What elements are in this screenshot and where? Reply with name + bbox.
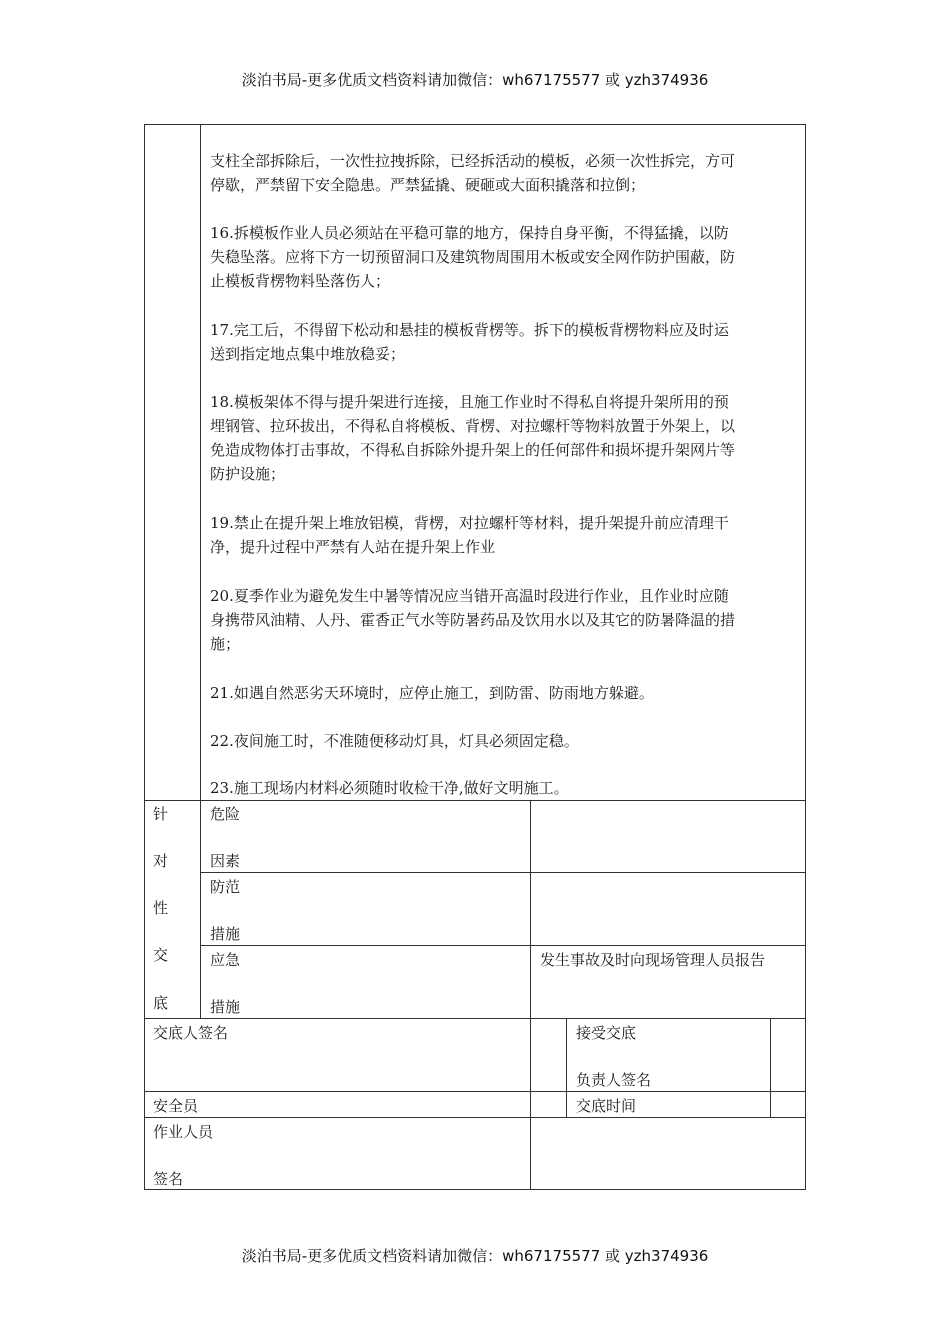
table-border-bottom bbox=[144, 1189, 806, 1190]
content-paragraph: 23.施工现场内材料必须随时收检干净,做好文明施工。 bbox=[210, 779, 569, 797]
targeted-label-char: 对 bbox=[153, 852, 169, 870]
safety-officer-label: 安全员 bbox=[153, 1097, 199, 1115]
targeted-label-char: 底 bbox=[153, 994, 169, 1012]
content-paragraph: 19.禁止在提升架上堆放铝模，背楞，对拉螺杆等材料，提升架提升前应清理干 净，提升过程中严禁有人站在提升架上作业 bbox=[210, 514, 729, 556]
divider-receiver-left bbox=[566, 1018, 567, 1117]
emergency-value: 发生事故及时向现场管理人员报告 bbox=[540, 951, 766, 969]
emergency-label: 措施 bbox=[210, 998, 241, 1016]
hazard-label: 危险 bbox=[210, 805, 241, 823]
prevention-label: 防范 bbox=[210, 878, 241, 896]
content-paragraph: 17.完工后，不得留下松动和悬挂的模板背楞等。拆下的模板背楞物料应及时运 送到指定地点集中堆放稳妥； bbox=[210, 321, 729, 363]
content-paragraph: 21.如遇自然恶劣天环境时，应停止施工，到防雷、防雨地方躲避。 bbox=[210, 684, 654, 702]
divider-safety-row bbox=[144, 1117, 806, 1118]
workers-signature-label: 作业人员 bbox=[153, 1123, 214, 1141]
header-watermark: 淡泊书局-更多优质文档资料请加微信：wh67175577 或 yzh374936 bbox=[241, 71, 709, 89]
divider-receiver-right bbox=[770, 1018, 771, 1117]
table-border-left bbox=[144, 124, 145, 1190]
content-paragraph: 16.拆模板作业人员必须站在平稳可靠的地方，保持自身平衡，不得猛撬，以防 失稳坠落。应将下方一切预留洞口及建筑物周围用木板或安全网作防护围蔽，防 止模板背楞物料坠落伤人； bbox=[210, 224, 736, 290]
targeted-label-char: 针 bbox=[153, 805, 169, 823]
divider-hazard-row bbox=[200, 872, 806, 873]
divider-prevention-row bbox=[200, 945, 806, 946]
receiver-signature-label: 负责人签名 bbox=[576, 1071, 652, 1089]
divider-targeted-end bbox=[144, 1018, 806, 1019]
hazard-label: 因素 bbox=[210, 852, 241, 870]
divider-signature-row bbox=[144, 1091, 806, 1092]
divider-label-column bbox=[200, 124, 201, 1018]
handover-time-label: 交底时间 bbox=[576, 1097, 637, 1115]
content-paragraph: 18.模板架体不得与提升架进行连接，且施工作业时不得私自将提升架所用的预 埋钢管、拉环拔出，不得私自将模板、背楞、对拉螺杆等物料放置于外架上，以 免造成物体打击事故，不得私自拆除外提升架上的任何部件和损坏提升架网片等 防护设施； bbox=[210, 393, 736, 483]
workers-signature-label: 签名 bbox=[153, 1170, 184, 1188]
prevention-label: 措施 bbox=[210, 925, 241, 943]
presenter-signature-label: 交底人签名 bbox=[153, 1024, 229, 1042]
table-border-right bbox=[805, 124, 806, 1190]
table-border-top bbox=[144, 124, 806, 125]
footer-watermark: 淡泊书局-更多优质文档资料请加微信：wh67175577 或 yzh374936 bbox=[241, 1247, 709, 1265]
receiver-signature-label: 接受交底 bbox=[576, 1024, 637, 1042]
targeted-label-char: 性 bbox=[153, 899, 169, 917]
targeted-label-char: 交 bbox=[153, 946, 169, 964]
emergency-label: 应急 bbox=[210, 951, 241, 969]
content-paragraph: 22.夜间施工时，不准随便移动灯具，灯具必须固定稳。 bbox=[210, 732, 579, 750]
content-paragraph: 20.夏季作业为避免发生中暑等情况应当错开高温时段进行作业，且作业时应随 身携带风油精、人丹、霍香正气水等防暑药品及饮用水以及其它的防暑降温的措 施； bbox=[210, 587, 736, 653]
divider-content-end bbox=[144, 800, 806, 801]
divider-middle-column bbox=[530, 800, 531, 1190]
content-paragraph: 支柱全部拆除后，一次性拉拽拆除，已经拆活动的模板，必须一次性拆完，方可 停歇，严禁留下安全隐患。严禁猛撬、硬砸或大面积撬落和拉倒； bbox=[210, 152, 736, 194]
